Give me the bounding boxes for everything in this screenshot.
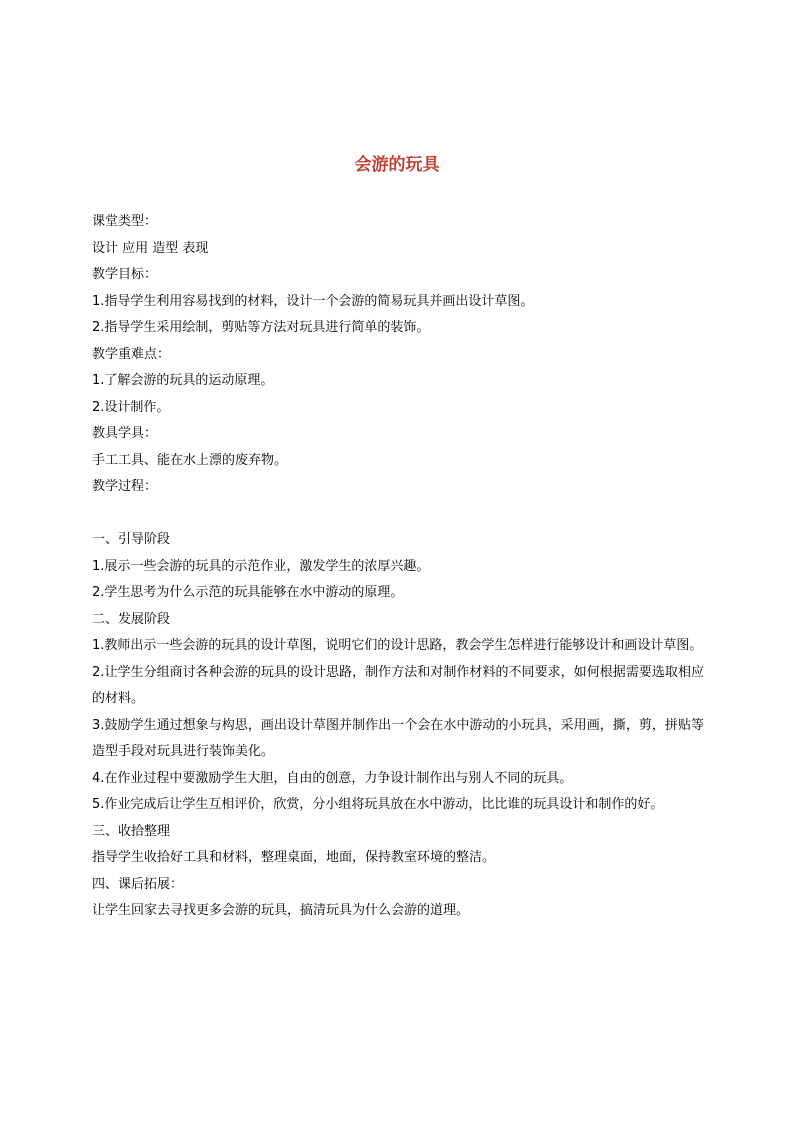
stage3-item-1: 指导学生收拾好工具和材料，整理桌面，地面，保持教室环境的整洁。 [92, 850, 496, 865]
stage2-item-5: 5.作业完成后让学生互相评价，欣赏，分小组将玩具放在水中游动，比比谁的玩具设计和制作的好。 [92, 797, 664, 812]
stage1-item-2: 2.学生思考为什么示范的玩具能够在水中游动的原理。 [92, 585, 404, 600]
document-body [92, 209, 704, 925]
objective-item-2: 2.指导学生采用绘制，剪贴等方法对玩具进行简单的装饰。 [92, 320, 430, 335]
section-label-objectives: 教学目标： [92, 267, 158, 282]
stage2-item-4: 4.在作业过程中要激励学生大胆，自由的创意，力争设计制作出与别人不同的玩具。 [92, 770, 573, 786]
stage2-item-1: 1.教师出示一些会游的玩具的设计草图，说明它们的设计思路，教会学生怎样进行能够设计和画设计草图。 [92, 638, 703, 653]
materials-value: 手工工具、能在水上漂的废弃物。 [92, 452, 288, 468]
blank-line [92, 501, 704, 528]
stage-heading-2: 二、发展阶段 [92, 611, 171, 627]
stage-heading-4: 四、课后拓展： [92, 876, 184, 892]
objective-item-1: 1.指导学生利用容易找到的材料，设计一个会游的简易玩具并画出设计草图。 [92, 293, 534, 309]
stage-heading-3: 三、收拾整理 [92, 823, 171, 839]
section-label-lesson-type: 课堂类型： [92, 214, 158, 229]
section-label-process: 教学过程： [92, 479, 158, 494]
section-label-materials: 教具学具： [92, 426, 158, 441]
stage1-item-1: 1.展示一些会游的玩具的示范作业，激发学生的浓厚兴趣。 [92, 558, 430, 574]
key-point-item-1: 1.了解会游的玩具的运动原理。 [92, 373, 274, 388]
lesson-type-value: 设计 应用 造型 表现 [92, 240, 209, 256]
stage4-item-1: 让学生回家去寻找更多会游的玩具，搞清玩具为什么会游的道理。 [92, 903, 470, 918]
document-title: 会游的玩具 [354, 155, 440, 175]
key-point-item-2: 2.设计制作。 [92, 399, 170, 415]
stage-heading-1: 一、引导阶段 [92, 532, 171, 547]
stage2-item-2: 2.让学生分组商讨各种会游的玩具的设计思路，制作方法和对制作材料的不同要求，如何根据需要选取相应的材料。 [92, 664, 704, 706]
section-label-key-points: 教学重难点： [92, 346, 171, 362]
stage2-item-3: 3.鼓励学生通过想象与构思，画出设计草图并制作出一个会在水中游动的小玩具，采用画，撕，剪，拼贴等造型手段对玩具进行装饰美化。 [92, 717, 704, 759]
